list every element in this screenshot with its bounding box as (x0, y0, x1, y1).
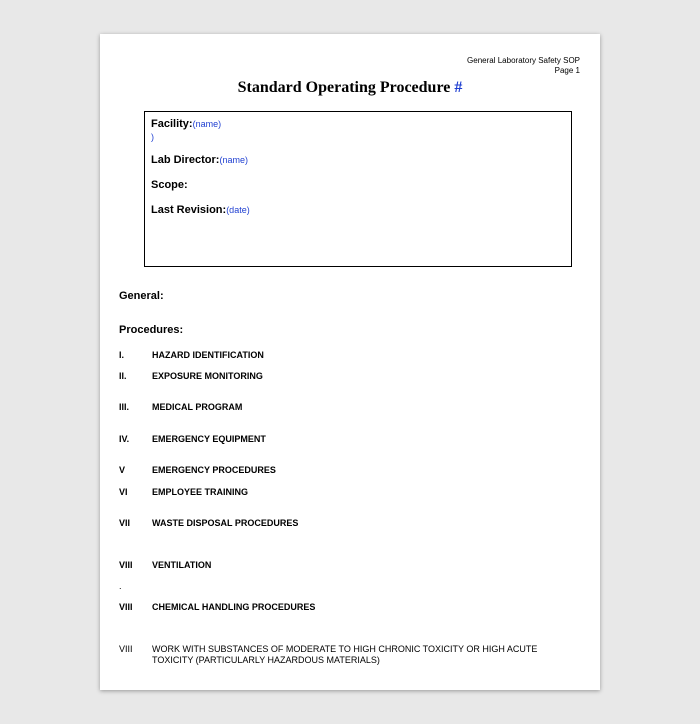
facility-label: Facility: (151, 118, 193, 130)
procedure-number: III. (119, 402, 130, 412)
last-revision-field (151, 204, 250, 216)
procedure-number: V (119, 465, 126, 475)
title-number-placeholder: # (454, 79, 463, 96)
procedure-number: VIII (119, 560, 133, 570)
procedure-number: II. (119, 371, 127, 381)
facility-placeholder: (name) (192, 119, 222, 129)
last-revision-placeholder: (date) (226, 205, 250, 215)
lab-director-field (151, 154, 248, 166)
title-text: Standard Operating Procedure (237, 79, 451, 96)
header-doc-name: General Laboratory Safety SOP (467, 56, 580, 65)
procedure-item: MEDICAL PROGRAM (152, 402, 243, 412)
procedure-item: CHEMICAL HANDLING PROCEDURES (152, 602, 316, 612)
procedure-item: EMERGENCY EQUIPMENT (152, 434, 266, 444)
procedure-number: VII (119, 518, 131, 528)
lab-director-placeholder: (name) (219, 155, 248, 165)
page-header (467, 56, 580, 76)
facility-field (151, 118, 221, 130)
lab-director-label: Lab Director: (151, 154, 220, 166)
document-page (100, 34, 600, 690)
procedure-item: EXPOSURE MONITORING (152, 371, 263, 381)
general-heading: General: (119, 290, 164, 302)
procedure-item: EMERGENCY PROCEDURES (152, 465, 276, 475)
procedure-number: VIII (119, 602, 133, 612)
facility-continuation: ) (151, 132, 154, 142)
procedure-item: WASTE DISPOSAL PROCEDURES (152, 518, 299, 528)
header-page-number: Page 1 (554, 66, 580, 75)
procedure-number: VI (119, 487, 128, 497)
last-revision-label: Last Revision: (151, 204, 227, 216)
stray-dot: . (119, 581, 122, 591)
info-box (144, 111, 572, 267)
procedures-heading: Procedures: (119, 324, 184, 336)
procedure-item: VENTILATION (152, 560, 212, 570)
procedure-number: VIII (119, 644, 133, 654)
scope-label: Scope: (151, 179, 188, 191)
procedure-item: WORK WITH SUBSTANCES OF MODERATE TO HIGH CHRONIC TOXICITY OR HIGH ACUTE TOXICITY (PARTICULARLY HAZARDOUS MATERIALS) (152, 644, 538, 665)
page-title (100, 79, 600, 97)
scope-field (151, 179, 188, 191)
procedure-number: IV. (119, 434, 130, 444)
procedure-number: I. (119, 350, 125, 360)
procedure-item: EMPLOYEE TRAINING (152, 487, 249, 497)
procedure-item: HAZARD IDENTIFICATION (152, 350, 264, 360)
